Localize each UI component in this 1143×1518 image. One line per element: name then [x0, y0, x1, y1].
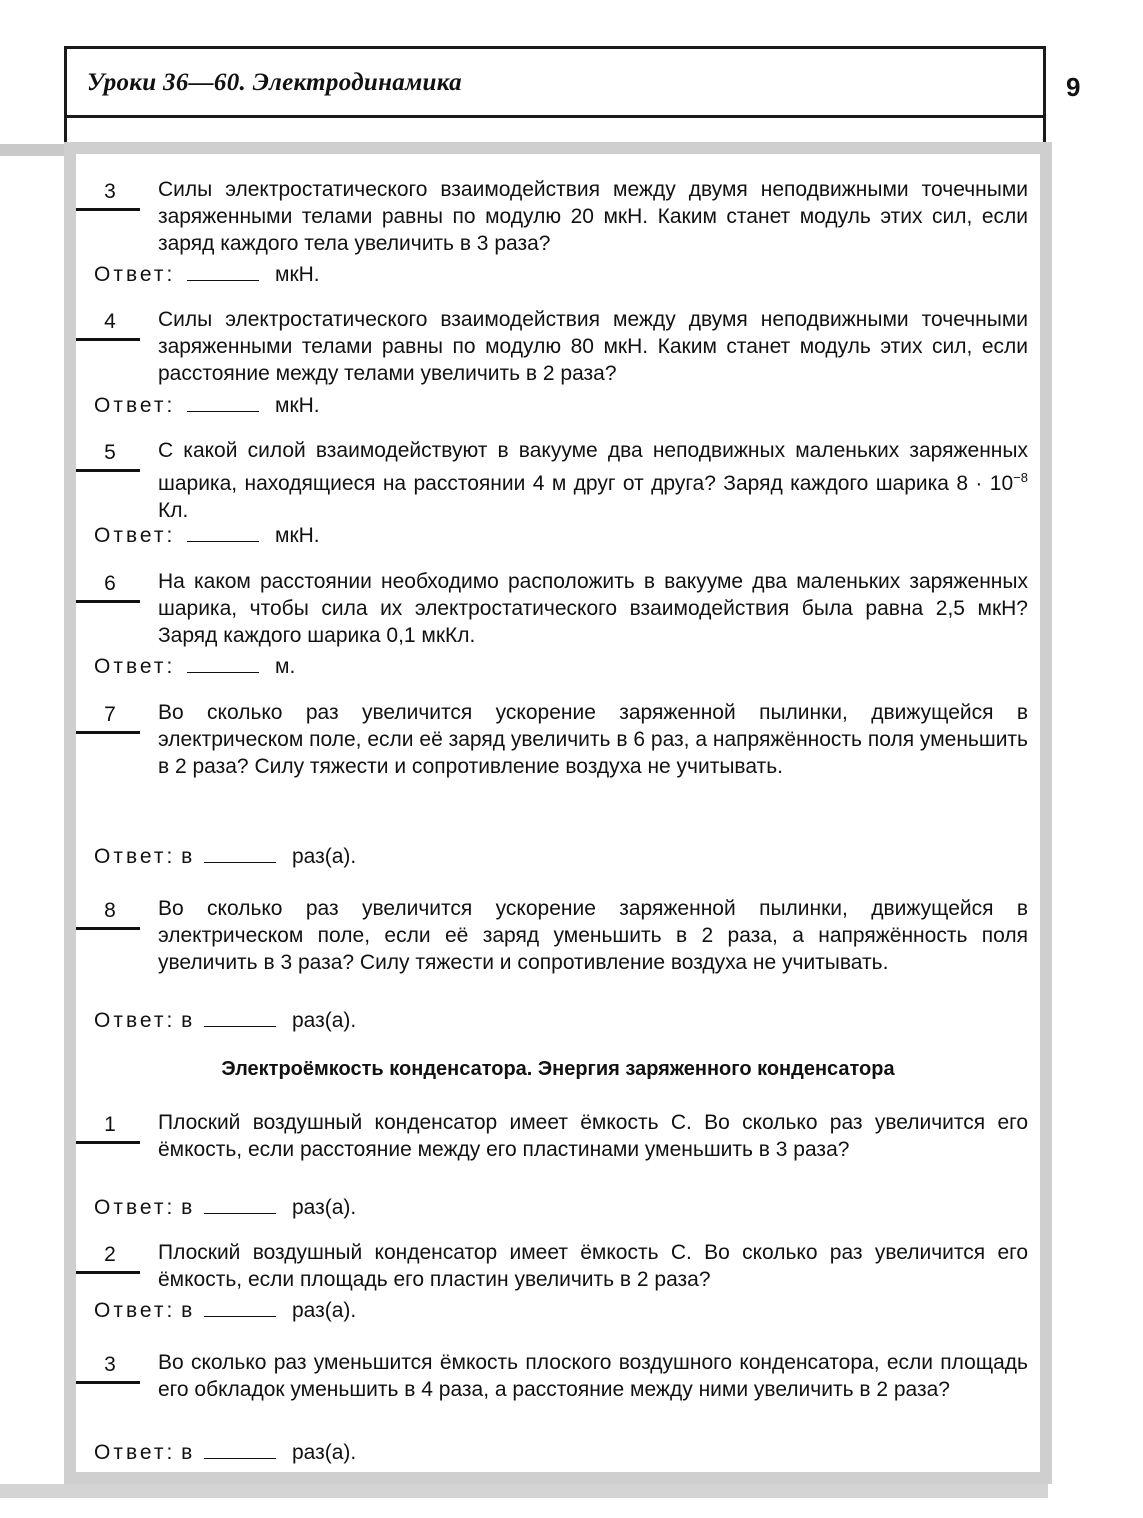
answer-unit: раз(а).	[292, 845, 357, 868]
answer-unit: мкН.	[275, 394, 320, 417]
answer-blank[interactable]	[204, 1440, 276, 1459]
task-marker	[76, 731, 140, 734]
answer-blank[interactable]	[187, 262, 259, 281]
task-text: Плоский воздушный конденсатор имеет ёмкость C. Во сколько раз увеличится его ёмкость, если площадь его пластин увеличить в 2 раза?	[158, 1241, 1028, 1291]
answer-label: Ответ:	[94, 1196, 176, 1219]
task-number: 3	[104, 1353, 116, 1376]
answer-blank[interactable]	[187, 393, 259, 412]
task-text: Во сколько раз уменьшится ёмкость плоского воздушного конденсатора, если площадь его обкладок уменьшить в 4 раза, а расстояние между ними увеличить в 2 раза?	[158, 1351, 1028, 1401]
answer-line	[94, 1440, 356, 1465]
section-title: Электроёмкость конденсатора. Энергия заряженного конденсатора	[221, 1058, 895, 1080]
task-number: 4	[104, 310, 116, 333]
answer-line	[94, 1008, 356, 1033]
answer-label: Ответ:	[94, 1299, 176, 1322]
task-text: Плоский воздушный конденсатор имеет ёмкость C. Во сколько раз увеличится его ёмкость, если расстояние между его пластинами уменьшить в 3 раза?	[158, 1111, 1028, 1161]
answer-unit: раз(а).	[292, 1441, 357, 1464]
task-text: Во сколько раз увеличится ускорение заряженной пылинки, движущейся в электрическом поле, если её заряд уменьшить в 2 раза, а напряжённость поля увеличить в 3 раза? Силу тяжести и сопротивление воздуха не учитывать.	[158, 897, 1028, 974]
answer-label: Ответ:	[94, 655, 176, 678]
task-text: На каком расстоянии необходимо расположить в вакууме два маленьких заряженных шарика, чтобы сила их электростатического взаимодействия была равна 2,5 мкН? Заряд каждого шарика 0,1 мкКл.	[158, 570, 1028, 647]
task-number: 2	[104, 1243, 116, 1266]
answer-label: Ответ:	[94, 845, 176, 868]
page-number: 9	[1066, 72, 1081, 102]
header-title: Уроки 36—60. Электродинамика	[87, 69, 462, 96]
answer-prefix: в	[181, 1299, 193, 1322]
answer-line	[94, 1298, 356, 1323]
task-number: 6	[104, 572, 116, 595]
answer-line	[94, 393, 320, 418]
exercise-panel	[76, 154, 1040, 1472]
task-marker	[76, 600, 140, 603]
answer-blank[interactable]	[187, 654, 259, 673]
task-marker	[76, 1381, 140, 1384]
task-number: 3	[104, 180, 116, 203]
answer-unit: раз(а).	[292, 1196, 357, 1219]
task-text: Силы электростатического взаимодействия между двумя неподвижными точечными заряженными телами равны по модулю 20 мкН. Каким станет модуль этих сил, если заряд каждого тела увеличить в 3 раза?	[158, 178, 1028, 255]
task-marker	[76, 338, 140, 341]
task-number: 1	[104, 1113, 116, 1136]
task-number: 8	[104, 899, 116, 922]
page-header	[64, 46, 1046, 118]
answer-line	[94, 1195, 356, 1220]
task-text: Силы электростатического взаимодействия между двумя неподвижными точечными заряженными телами равны по модулю 80 мкН. Каким станет модуль этих сил, если расстояние между телами увеличить в 2 раза?	[158, 308, 1028, 385]
task-marker	[76, 927, 140, 930]
task-text	[158, 437, 1028, 524]
answer-line	[94, 654, 295, 679]
answer-prefix: в	[181, 1009, 193, 1032]
answer-blank[interactable]	[204, 1298, 276, 1317]
task-text-main: С какой силой взаимодействуют в вакууме два неподвижных маленьких заряженных шарика, находящиеся на расстоянии 4 м друг от друга? Заряд каждого шарика 8 · 10	[158, 439, 1028, 495]
answer-label: Ответ:	[94, 263, 176, 286]
answer-label: Ответ:	[94, 1009, 176, 1032]
answer-unit: раз(а).	[292, 1009, 357, 1032]
answer-label: Ответ:	[94, 524, 176, 547]
answer-line	[94, 262, 320, 287]
task-marker	[76, 1141, 140, 1144]
bottom-shaded-band	[0, 1484, 1048, 1498]
answer-prefix: в	[181, 1441, 193, 1464]
answer-unit: м.	[275, 655, 296, 678]
answer-prefix: в	[181, 845, 193, 868]
task-number: 5	[104, 441, 116, 464]
answer-line	[94, 523, 320, 548]
task-text-end: Кл.	[158, 499, 189, 522]
answer-label: Ответ:	[94, 394, 176, 417]
task-marker	[76, 208, 140, 211]
answer-unit: мкН.	[275, 524, 320, 547]
answer-blank[interactable]	[187, 523, 259, 542]
answer-unit: раз(а).	[292, 1299, 357, 1322]
answer-unit: мкН.	[275, 263, 320, 286]
task-marker	[76, 1271, 140, 1274]
task-number: 7	[104, 703, 116, 726]
task-text: Во сколько раз увеличится ускорение заряженной пылинки, движущейся в электрическом поле, если её заряд увеличить в 6 раз, а напряжённость поля уменьшить в 2 раза? Силу тяжести и сопротивление воздуха не учитывать.	[158, 701, 1028, 778]
answer-label: Ответ:	[94, 1441, 176, 1464]
answer-blank[interactable]	[204, 1008, 276, 1027]
answer-line	[94, 844, 356, 869]
answer-blank[interactable]	[204, 1195, 276, 1214]
answer-prefix: в	[181, 1196, 193, 1219]
task-text-exponent: −8	[1013, 470, 1028, 485]
answer-blank[interactable]	[204, 844, 276, 863]
task-marker	[76, 469, 140, 472]
